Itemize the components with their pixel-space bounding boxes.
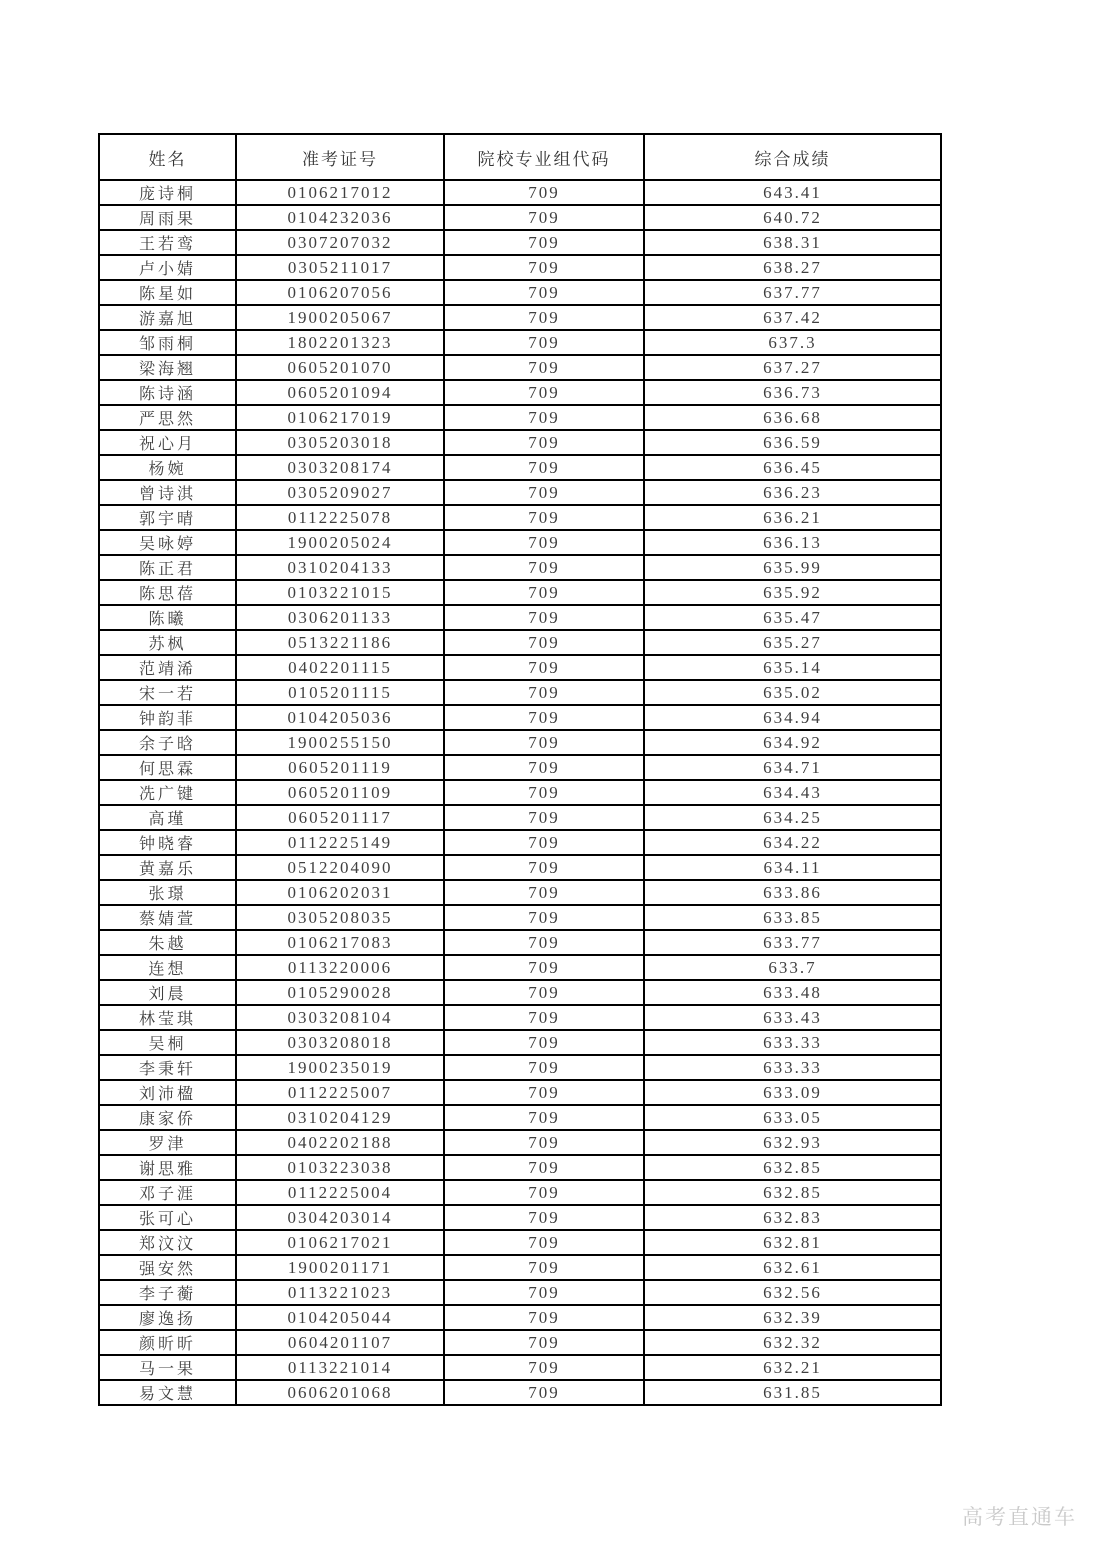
- table-row: [99, 1080, 941, 1105]
- score-cell: 633.48: [644, 980, 941, 1005]
- table-row: [99, 805, 941, 830]
- table-row: [99, 1130, 941, 1155]
- table-row: [99, 1055, 941, 1080]
- table-row: [99, 1155, 941, 1180]
- score-cell: 638.31: [644, 230, 941, 255]
- ticket-number-cell: 0304203014: [236, 1205, 444, 1230]
- name-cell: 宋一若: [99, 680, 236, 705]
- group-code-cell: 709: [444, 530, 644, 555]
- score-cell: 643.41: [644, 180, 941, 205]
- name-cell: 庞诗桐: [99, 180, 236, 205]
- score-cell: 635.99: [644, 555, 941, 580]
- name-cell: 严思然: [99, 405, 236, 430]
- column-header-2: 院校专业组代码: [444, 134, 644, 180]
- ticket-number-cell: 0103223038: [236, 1155, 444, 1180]
- group-code-cell: 709: [444, 980, 644, 1005]
- group-code-cell: 709: [444, 655, 644, 680]
- group-code-cell: 709: [444, 805, 644, 830]
- score-cell: 637.27: [644, 355, 941, 380]
- name-cell: 何思霖: [99, 755, 236, 780]
- ticket-number-cell: 0605201109: [236, 780, 444, 805]
- group-code-cell: 709: [444, 355, 644, 380]
- ticket-number-cell: 0104232036: [236, 205, 444, 230]
- group-code-cell: 709: [444, 555, 644, 580]
- group-code-cell: 709: [444, 280, 644, 305]
- group-code-cell: 709: [444, 905, 644, 930]
- table-row: [99, 705, 941, 730]
- ticket-number-cell: 1900235019: [236, 1055, 444, 1080]
- group-code-cell: 709: [444, 1080, 644, 1105]
- group-code-cell: 709: [444, 1255, 644, 1280]
- column-header-1: 准考证号: [236, 134, 444, 180]
- group-code-cell: 709: [444, 430, 644, 455]
- group-code-cell: 709: [444, 780, 644, 805]
- group-code-cell: 709: [444, 505, 644, 530]
- name-cell: 邹雨桐: [99, 330, 236, 355]
- group-code-cell: 709: [444, 1305, 644, 1330]
- ticket-number-cell: 0606201068: [236, 1380, 444, 1405]
- ticket-number-cell: 0605201070: [236, 355, 444, 380]
- table-row: [99, 455, 941, 480]
- ticket-number-cell: 0605201117: [236, 805, 444, 830]
- ticket-number-cell: 0310204129: [236, 1105, 444, 1130]
- score-cell: 633.09: [644, 1080, 941, 1105]
- ticket-number-cell: 1900205024: [236, 530, 444, 555]
- group-code-cell: 709: [444, 930, 644, 955]
- score-cell: 633.77: [644, 930, 941, 955]
- group-code-cell: 709: [444, 1155, 644, 1180]
- table-row: [99, 930, 941, 955]
- ticket-number-cell: 0303208018: [236, 1030, 444, 1055]
- name-cell: 康家侨: [99, 1105, 236, 1130]
- ticket-number-cell: 0112225078: [236, 505, 444, 530]
- ticket-number-cell: 0106217019: [236, 405, 444, 430]
- name-cell: 廖逸扬: [99, 1305, 236, 1330]
- score-table: [98, 133, 942, 1406]
- name-cell: 颜昕昕: [99, 1330, 236, 1355]
- ticket-number-cell: 0105290028: [236, 980, 444, 1005]
- score-cell: 633.05: [644, 1105, 941, 1130]
- name-cell: 余子晗: [99, 730, 236, 755]
- name-cell: 连想: [99, 955, 236, 980]
- score-cell: 631.85: [644, 1380, 941, 1405]
- ticket-number-cell: 0303208104: [236, 1005, 444, 1030]
- ticket-number-cell: 0113220006: [236, 955, 444, 980]
- group-code-cell: 709: [444, 1230, 644, 1255]
- group-code-cell: 709: [444, 1355, 644, 1380]
- table-row: [99, 1355, 941, 1380]
- score-cell: 637.77: [644, 280, 941, 305]
- ticket-number-cell: 1802201323: [236, 330, 444, 355]
- ticket-number-cell: 0113221014: [236, 1355, 444, 1380]
- ticket-number-cell: 1900201171: [236, 1255, 444, 1280]
- score-cell: 635.92: [644, 580, 941, 605]
- name-cell: 陈诗涵: [99, 380, 236, 405]
- score-cell: 634.22: [644, 830, 941, 855]
- group-code-cell: 709: [444, 580, 644, 605]
- table-row: [99, 255, 941, 280]
- group-code-cell: 709: [444, 705, 644, 730]
- name-cell: 强安然: [99, 1255, 236, 1280]
- name-cell: 蔡婧萱: [99, 905, 236, 930]
- table-row: [99, 480, 941, 505]
- group-code-cell: 709: [444, 1130, 644, 1155]
- ticket-number-cell: 0305211017: [236, 255, 444, 280]
- group-code-cell: 709: [444, 1105, 644, 1130]
- score-cell: 636.21: [644, 505, 941, 530]
- ticket-number-cell: 0305209027: [236, 480, 444, 505]
- group-code-cell: 709: [444, 1380, 644, 1405]
- score-cell: 634.71: [644, 755, 941, 780]
- table-row: [99, 405, 941, 430]
- score-cell: 634.25: [644, 805, 941, 830]
- group-code-cell: 709: [444, 1205, 644, 1230]
- name-cell: 郭宇晴: [99, 505, 236, 530]
- table-row: [99, 655, 941, 680]
- group-code-cell: 709: [444, 855, 644, 880]
- name-cell: 陈正君: [99, 555, 236, 580]
- ticket-number-cell: 0104205036: [236, 705, 444, 730]
- table-row: [99, 905, 941, 930]
- ticket-number-cell: 0512204090: [236, 855, 444, 880]
- table-row: [99, 1305, 941, 1330]
- table-row: [99, 555, 941, 580]
- group-code-cell: 709: [444, 1280, 644, 1305]
- score-cell: 632.56: [644, 1280, 941, 1305]
- ticket-number-cell: 0106217012: [236, 180, 444, 205]
- name-cell: 刘沛楹: [99, 1080, 236, 1105]
- name-cell: 高瑾: [99, 805, 236, 830]
- ticket-number-cell: 1900205067: [236, 305, 444, 330]
- table-row: [99, 955, 941, 980]
- table-header-row: [99, 134, 941, 180]
- ticket-number-cell: 0303208174: [236, 455, 444, 480]
- name-cell: 吴咏婷: [99, 530, 236, 555]
- table-row: [99, 530, 941, 555]
- score-cell: 636.73: [644, 380, 941, 405]
- score-cell: 636.45: [644, 455, 941, 480]
- name-cell: 祝心月: [99, 430, 236, 455]
- score-cell: 635.27: [644, 630, 941, 655]
- table-row: [99, 1255, 941, 1280]
- ticket-number-cell: 0113221023: [236, 1280, 444, 1305]
- name-cell: 李秉轩: [99, 1055, 236, 1080]
- group-code-cell: 709: [444, 380, 644, 405]
- table-row: [99, 305, 941, 330]
- group-code-cell: 709: [444, 1005, 644, 1030]
- ticket-number-cell: 0106217021: [236, 1230, 444, 1255]
- table-row: [99, 830, 941, 855]
- score-cell: 637.42: [644, 305, 941, 330]
- name-cell: 林莹琪: [99, 1005, 236, 1030]
- score-cell: 632.93: [644, 1130, 941, 1155]
- score-cell: 633.7: [644, 955, 941, 980]
- watermark-logo: 高考直通车: [962, 1505, 1077, 1529]
- score-cell: 633.43: [644, 1005, 941, 1030]
- group-code-cell: 709: [444, 180, 644, 205]
- name-cell: 梁海翘: [99, 355, 236, 380]
- score-cell: 635.14: [644, 655, 941, 680]
- name-cell: 刘晨: [99, 980, 236, 1005]
- column-header-0: 姓名: [99, 134, 236, 180]
- ticket-number-cell: 0513221186: [236, 630, 444, 655]
- ticket-number-cell: 0604201107: [236, 1330, 444, 1355]
- ticket-number-cell: 0106207056: [236, 280, 444, 305]
- name-cell: 钟韵菲: [99, 705, 236, 730]
- name-cell: 黄嘉乐: [99, 855, 236, 880]
- ticket-number-cell: 0605201094: [236, 380, 444, 405]
- table-row: [99, 755, 941, 780]
- group-code-cell: 709: [444, 680, 644, 705]
- name-cell: 张可心: [99, 1205, 236, 1230]
- group-code-cell: 709: [444, 480, 644, 505]
- ticket-number-cell: 0103221015: [236, 580, 444, 605]
- score-cell: 632.85: [644, 1155, 941, 1180]
- table-row: [99, 505, 941, 530]
- table-row: [99, 880, 941, 905]
- name-cell: 杨婉: [99, 455, 236, 480]
- group-code-cell: 709: [444, 1055, 644, 1080]
- score-cell: 632.21: [644, 1355, 941, 1380]
- table-row: [99, 1205, 941, 1230]
- table-row: [99, 730, 941, 755]
- group-code-cell: 709: [444, 305, 644, 330]
- score-cell: 636.68: [644, 405, 941, 430]
- name-cell: 陈星如: [99, 280, 236, 305]
- name-cell: 罗津: [99, 1130, 236, 1155]
- table-row: [99, 980, 941, 1005]
- name-cell: 易文慧: [99, 1380, 236, 1405]
- ticket-number-cell: 0112225149: [236, 830, 444, 855]
- table-row: [99, 180, 941, 205]
- ticket-number-cell: 0402201115: [236, 655, 444, 680]
- name-cell: 张璟: [99, 880, 236, 905]
- score-cell: 633.85: [644, 905, 941, 930]
- score-cell: 634.11: [644, 855, 941, 880]
- table-row: [99, 1005, 941, 1030]
- table-row: [99, 280, 941, 305]
- ticket-number-cell: 0106202031: [236, 880, 444, 905]
- ticket-number-cell: 0306201133: [236, 605, 444, 630]
- table-row: [99, 1105, 941, 1130]
- name-cell: 李子蘅: [99, 1280, 236, 1305]
- score-cell: 634.92: [644, 730, 941, 755]
- group-code-cell: 709: [444, 730, 644, 755]
- ticket-number-cell: 0402202188: [236, 1130, 444, 1155]
- score-cell: 636.59: [644, 430, 941, 455]
- name-cell: 游嘉旭: [99, 305, 236, 330]
- name-cell: 曾诗淇: [99, 480, 236, 505]
- ticket-number-cell: 0106217083: [236, 930, 444, 955]
- ticket-number-cell: 0105201115: [236, 680, 444, 705]
- ticket-number-cell: 1900255150: [236, 730, 444, 755]
- table-row: [99, 855, 941, 880]
- group-code-cell: 709: [444, 405, 644, 430]
- score-cell: 638.27: [644, 255, 941, 280]
- ticket-number-cell: 0605201119: [236, 755, 444, 780]
- group-code-cell: 709: [444, 1180, 644, 1205]
- name-cell: 邓子涯: [99, 1180, 236, 1205]
- group-code-cell: 709: [444, 205, 644, 230]
- table-row: [99, 205, 941, 230]
- table-row: [99, 605, 941, 630]
- group-code-cell: 709: [444, 605, 644, 630]
- score-cell: 632.39: [644, 1305, 941, 1330]
- score-cell: 637.3: [644, 330, 941, 355]
- table-row: [99, 380, 941, 405]
- group-code-cell: 709: [444, 880, 644, 905]
- group-code-cell: 709: [444, 1330, 644, 1355]
- table-row: [99, 355, 941, 380]
- ticket-number-cell: 0305208035: [236, 905, 444, 930]
- name-cell: 范靖浠: [99, 655, 236, 680]
- score-cell: 633.33: [644, 1055, 941, 1080]
- table-row: [99, 580, 941, 605]
- table-row: [99, 1030, 941, 1055]
- name-cell: 马一果: [99, 1355, 236, 1380]
- name-cell: 郑汶汶: [99, 1230, 236, 1255]
- group-code-cell: 709: [444, 230, 644, 255]
- table-row: [99, 1280, 941, 1305]
- group-code-cell: 709: [444, 1030, 644, 1055]
- name-cell: 周雨果: [99, 205, 236, 230]
- score-cell: 636.13: [644, 530, 941, 555]
- ticket-number-cell: 0310204133: [236, 555, 444, 580]
- name-cell: 钟晓睿: [99, 830, 236, 855]
- ticket-number-cell: 0112225004: [236, 1180, 444, 1205]
- score-cell: 640.72: [644, 205, 941, 230]
- score-cell: 635.02: [644, 680, 941, 705]
- group-code-cell: 709: [444, 755, 644, 780]
- table-row: [99, 1330, 941, 1355]
- group-code-cell: 709: [444, 455, 644, 480]
- score-cell: 633.33: [644, 1030, 941, 1055]
- table-row: [99, 780, 941, 805]
- score-cell: 634.94: [644, 705, 941, 730]
- score-cell: 632.32: [644, 1330, 941, 1355]
- table-row: [99, 430, 941, 455]
- name-cell: 陈曦: [99, 605, 236, 630]
- table-row: [99, 1180, 941, 1205]
- score-cell: 633.86: [644, 880, 941, 905]
- score-cell: 634.43: [644, 780, 941, 805]
- name-cell: 吴桐: [99, 1030, 236, 1055]
- score-cell: 635.47: [644, 605, 941, 630]
- name-cell: 陈思蓓: [99, 580, 236, 605]
- name-cell: 冼广键: [99, 780, 236, 805]
- score-cell: 632.83: [644, 1205, 941, 1230]
- table-row: [99, 630, 941, 655]
- table-row: [99, 230, 941, 255]
- group-code-cell: 709: [444, 830, 644, 855]
- name-cell: 苏枫: [99, 630, 236, 655]
- name-cell: 朱越: [99, 930, 236, 955]
- name-cell: 卢小婧: [99, 255, 236, 280]
- ticket-number-cell: 0307207032: [236, 230, 444, 255]
- table-row: [99, 1380, 941, 1405]
- score-cell: 632.61: [644, 1255, 941, 1280]
- group-code-cell: 709: [444, 255, 644, 280]
- group-code-cell: 709: [444, 630, 644, 655]
- table-row: [99, 1230, 941, 1255]
- column-header-3: 综合成绩: [644, 134, 941, 180]
- score-cell: 632.85: [644, 1180, 941, 1205]
- ticket-number-cell: 0112225007: [236, 1080, 444, 1105]
- name-cell: 王若鸾: [99, 230, 236, 255]
- table-row: [99, 680, 941, 705]
- name-cell: 谢思雅: [99, 1155, 236, 1180]
- score-cell: 636.23: [644, 480, 941, 505]
- ticket-number-cell: 0104205044: [236, 1305, 444, 1330]
- table-row: [99, 330, 941, 355]
- ticket-number-cell: 0305203018: [236, 430, 444, 455]
- score-cell: 632.81: [644, 1230, 941, 1255]
- group-code-cell: 709: [444, 330, 644, 355]
- group-code-cell: 709: [444, 955, 644, 980]
